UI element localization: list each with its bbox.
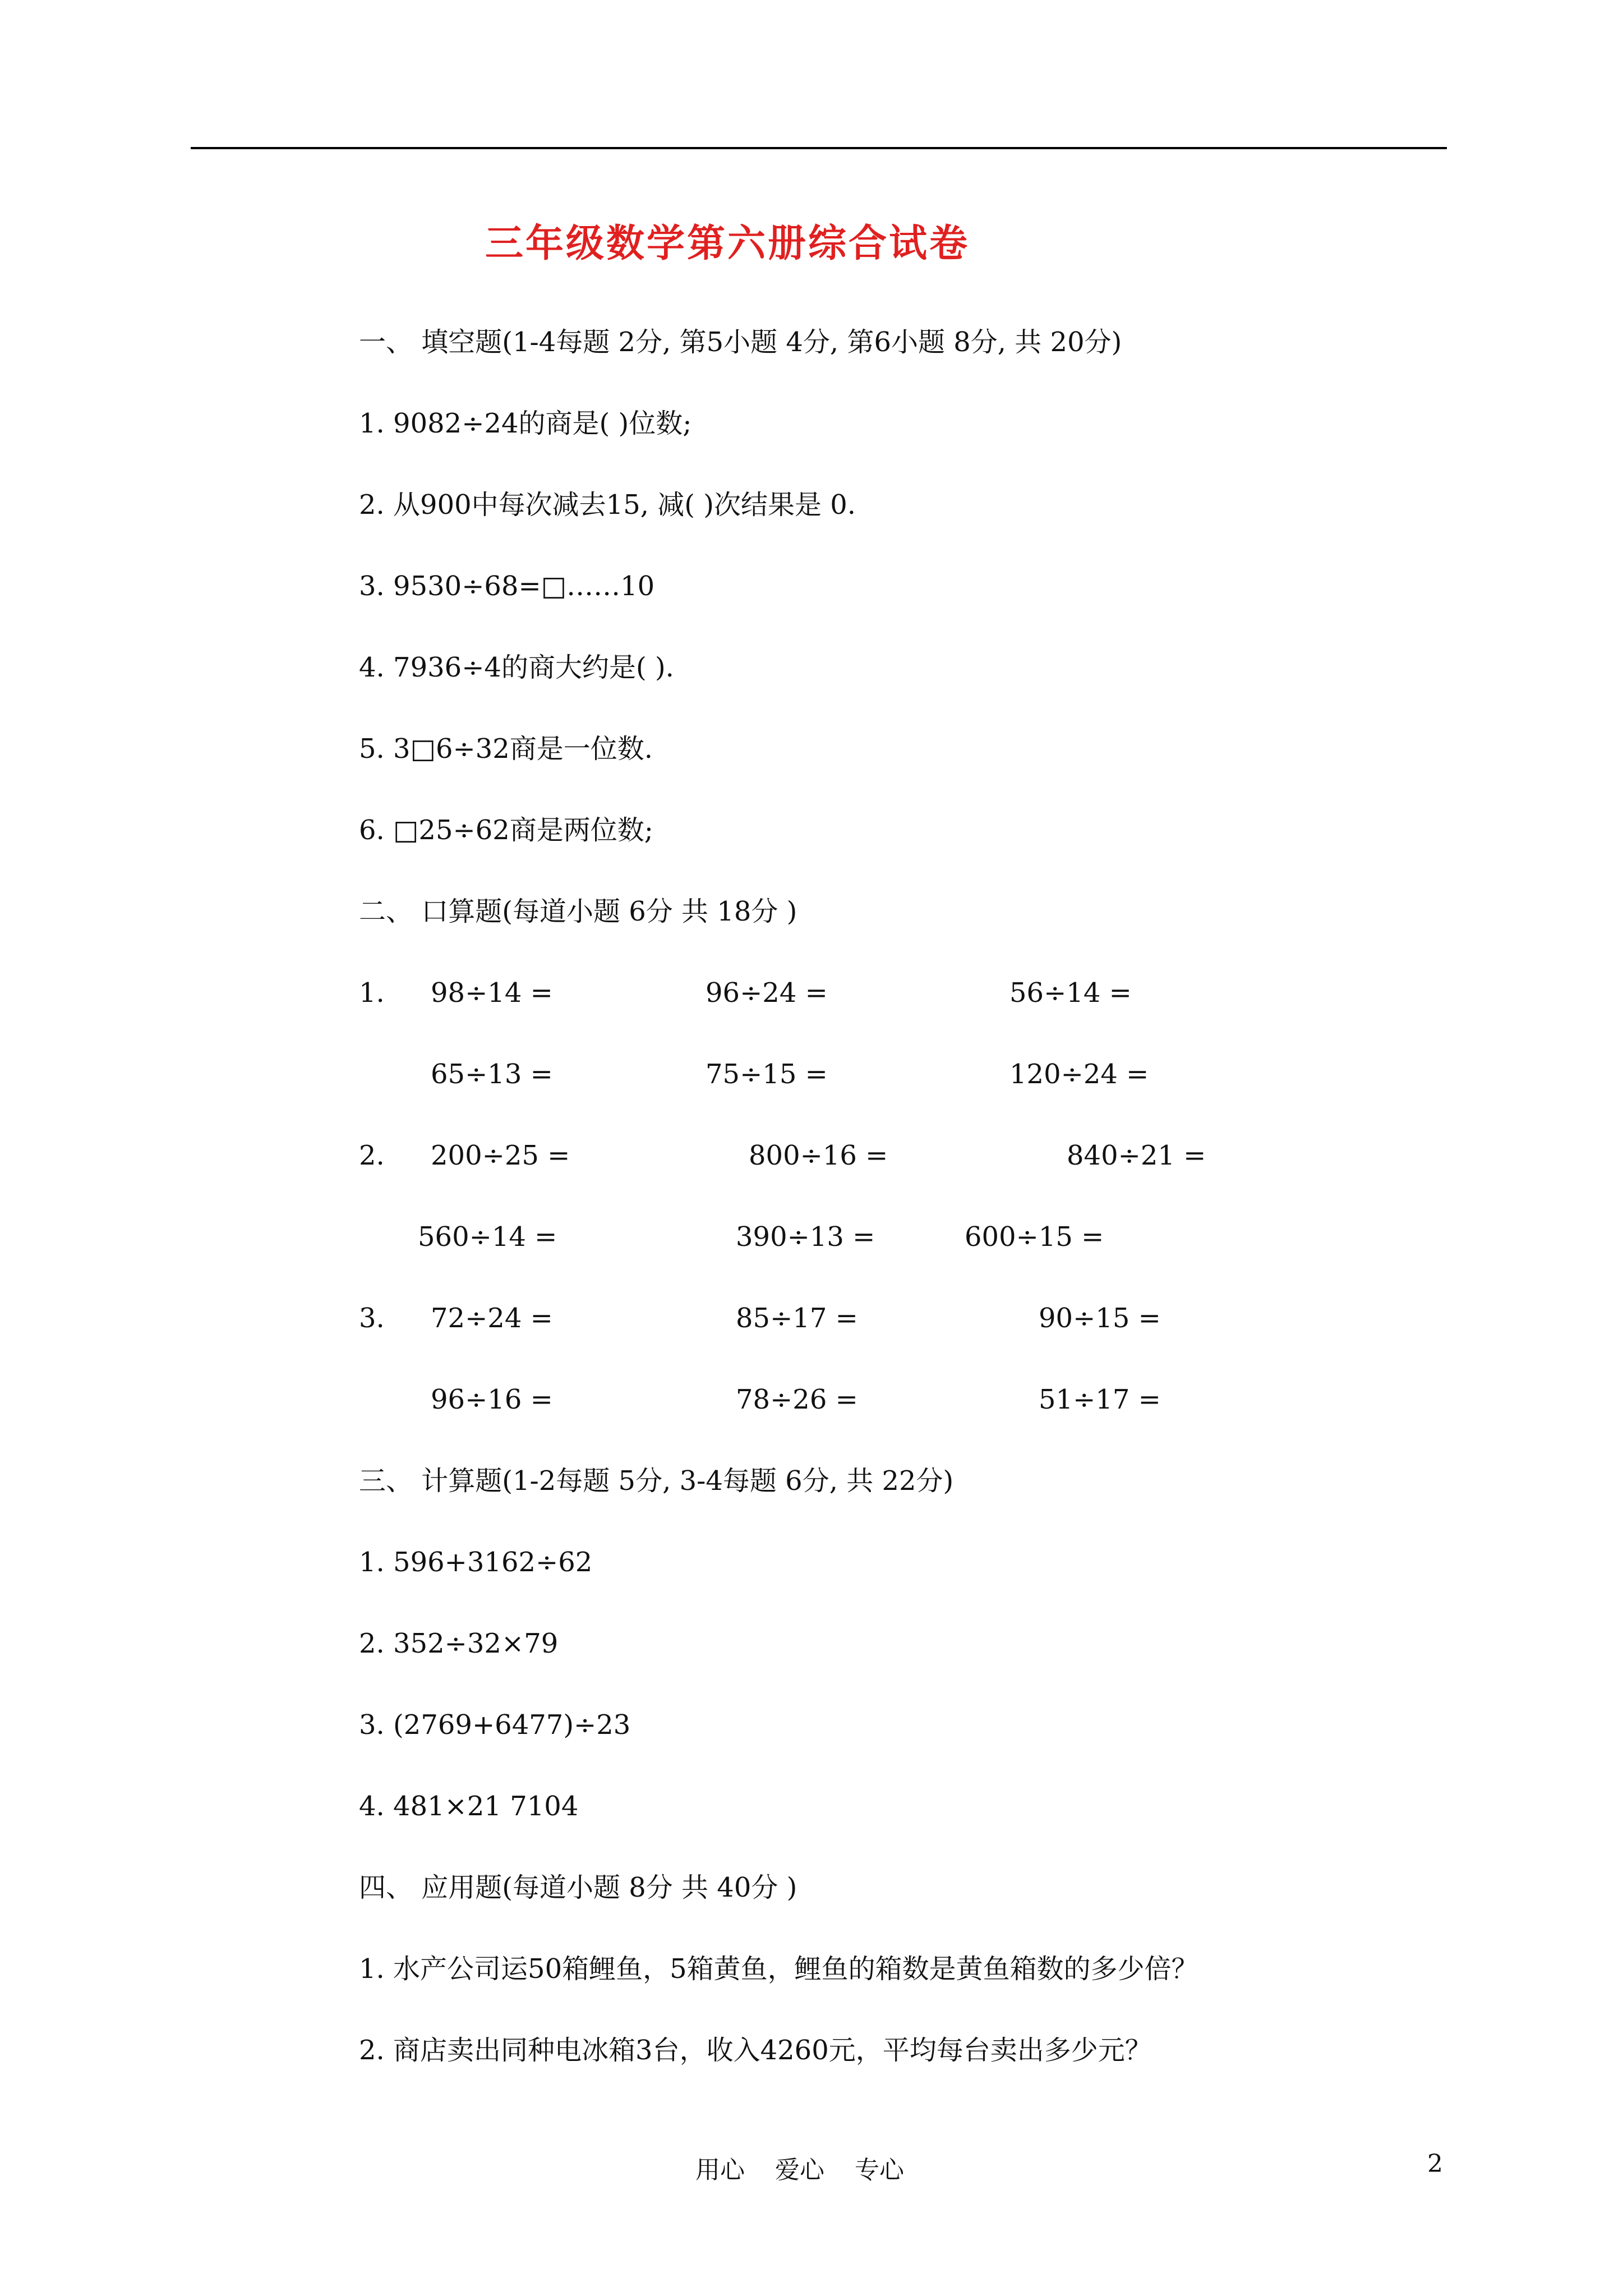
oral-problem: 560÷14 = (418, 1221, 557, 1253)
section1-item-5: 5. 3□6÷32商是一位数. (359, 733, 653, 765)
section4-item-1: 1. 水产公司运50箱鲤鱼，5箱黄鱼，鲤鱼的箱数是黄鱼箱数的多少倍？ (359, 1953, 1198, 1985)
oral-problem: 840÷21 = (1067, 1140, 1206, 1171)
section3-heading: 三、 计算题(1-2每题 5分, 3-4每题 6分, 共 22分) (359, 1465, 954, 1497)
oral-problem: 200÷25 = (431, 1140, 570, 1171)
section1-item-1: 1. 9082÷24的商是( )位数; (359, 408, 692, 439)
oral-problem: 72÷24 = (431, 1303, 553, 1334)
oral-problem: 98÷14 = (431, 977, 553, 1009)
section1-item-6: 6. □25÷62商是两位数; (359, 815, 653, 846)
oral-problem: 90÷15 = (1039, 1303, 1161, 1334)
oral-problem: 78÷26 = (736, 1384, 858, 1415)
section3-item-1: 1. 596+3162÷62 (359, 1547, 593, 1578)
oral-problem: 75÷15 = (706, 1059, 828, 1090)
oral-problem: 800÷16 = (749, 1140, 888, 1171)
section1-item-2: 2. 从900中每次减去15, 减( )次结果是 0. (359, 489, 856, 521)
oral-problem: 51÷17 = (1039, 1384, 1161, 1415)
section1-item-3: 3. 9530÷68=□……10 (359, 570, 655, 602)
oral-problem: 390÷13 = (736, 1221, 875, 1253)
section2-heading: 二、 口算题(每道小题 6分 共 18分 ) (359, 896, 797, 927)
section3-item-3: 3. (2769+6477)÷23 (359, 1709, 631, 1741)
oral-problem: 65÷13 = (431, 1059, 553, 1090)
section3-item-4: 4. 481×21 7104 (359, 1791, 579, 1822)
oral-row-2-number: 2. (359, 1140, 385, 1171)
page-title: 三年级数学第六册综合试卷 (485, 221, 970, 266)
section4-item-2: 2. 商店卖出同种电冰箱3台，收入4260元，平均每台卖出多少元？ (359, 2035, 1152, 2066)
header-rule (191, 147, 1447, 149)
footer-motto: 用心 爱心 专心 (695, 2156, 904, 2184)
oral-problem: 120÷24 = (1009, 1059, 1149, 1090)
oral-row-1-number: 1. (359, 977, 385, 1009)
section1-item-4: 4. 7936÷4的商大约是( ). (359, 652, 674, 683)
section1-heading: 一、 填空题(1-4每题 2分, 第5小题 4分, 第6小题 8分, 共 20分) (359, 326, 1122, 358)
oral-problem: 96÷16 = (431, 1384, 553, 1415)
oral-problem: 600÷15 = (965, 1221, 1104, 1253)
page-number: 2 (1427, 2150, 1443, 2178)
oral-problem: 85÷17 = (736, 1303, 858, 1334)
oral-problem: 96÷24 = (706, 977, 828, 1009)
oral-problem: 56÷14 = (1009, 977, 1132, 1009)
section4-heading: 四、 应用题(每道小题 8分 共 40分 ) (359, 1872, 797, 1903)
section3-item-2: 2. 352÷32×79 (359, 1628, 559, 1659)
oral-row-3-number: 3. (359, 1303, 385, 1334)
